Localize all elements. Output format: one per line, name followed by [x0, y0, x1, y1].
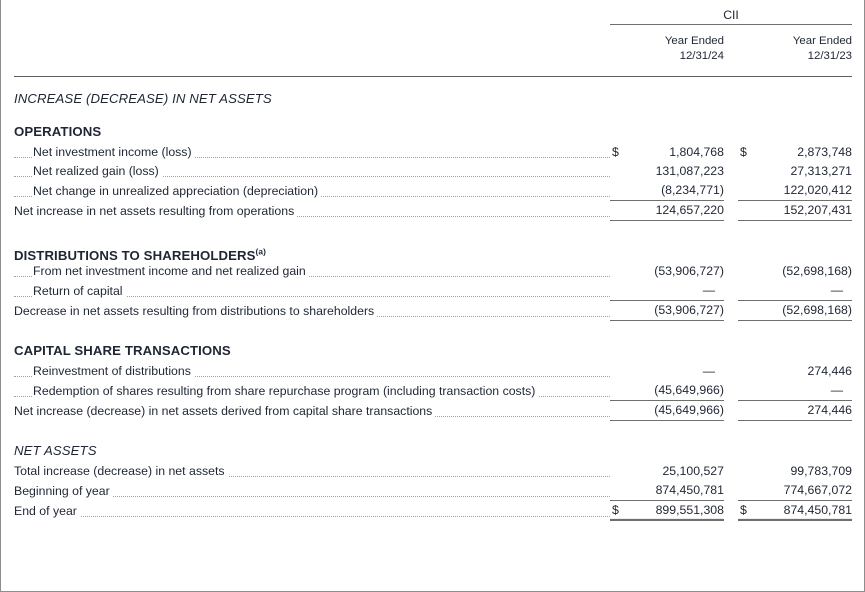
- row-label: Reinvestment of distributions: [33, 362, 194, 381]
- header-empty-cell: [14, 0, 610, 25]
- statement-title-cell: [14, 88, 852, 110]
- section-heading-row-operations: [14, 121, 852, 143]
- total-value-year1: [610, 401, 724, 421]
- row-value: —: [830, 383, 843, 398]
- header-empty-cell-2: [14, 25, 610, 68]
- row-label-cell: [14, 181, 610, 201]
- row-value-year1: [610, 162, 724, 181]
- statement-title-row: [14, 88, 852, 110]
- total-value: (45,649,966): [654, 403, 724, 418]
- row-label: Net realized gain (loss): [33, 162, 162, 181]
- section-heading-net-assets-cell: [14, 440, 852, 462]
- header-gap-cell: [724, 25, 738, 68]
- row-label-cell: [14, 462, 610, 481]
- row-value-year1: [610, 462, 724, 481]
- total-value: 152,207,431: [783, 203, 852, 218]
- total-value-year1: [610, 301, 724, 321]
- section-heading-row-distributions: [14, 240, 852, 262]
- section-heading-row-net-assets: [14, 440, 852, 462]
- total-label: Decrease in net assets resulting from distributions to shareholders: [14, 302, 377, 321]
- row-value-year1: [610, 262, 724, 281]
- row-label: Total increase (decrease) in net assets: [14, 462, 228, 481]
- column-header-year-1-line2: 12/31/24: [679, 49, 724, 62]
- column-header-year-2: [738, 25, 852, 68]
- row-label-cell: [14, 362, 610, 381]
- section-heading-capital-share: CAPITAL SHARE TRANSACTIONS: [14, 343, 234, 358]
- row-label: Return of capital: [33, 282, 126, 301]
- total-value: (53,906,727): [654, 303, 724, 318]
- row-label-cell: [14, 143, 610, 162]
- total-value-year2: [738, 301, 852, 321]
- row-value: 27,313,271: [790, 164, 852, 179]
- column-gap: [724, 162, 738, 181]
- column-gap: [724, 281, 738, 301]
- section-heading-net-assets: NET ASSETS: [14, 443, 100, 458]
- row-value-year2: [738, 143, 852, 162]
- total-label-cell: [14, 301, 610, 321]
- row-value: 122,020,412: [783, 183, 852, 198]
- fund-name-header: CII: [610, 0, 852, 25]
- row-value-year1: [610, 281, 724, 301]
- row-value-year1: [610, 362, 724, 381]
- row-label: Net investment income (loss): [33, 143, 195, 162]
- table-row: [14, 362, 852, 381]
- row-value: —: [830, 283, 843, 298]
- total-value: 899,551,308: [655, 503, 724, 518]
- table-header-fund-row: [14, 0, 852, 25]
- section-total-row-operations: [14, 201, 852, 221]
- section-heading-distributions-cell: [14, 240, 852, 262]
- row-value-year2: [738, 381, 852, 401]
- currency-symbol: $: [611, 503, 619, 518]
- column-gap: [724, 481, 738, 501]
- row-value-year1: [610, 481, 724, 501]
- column-gap: [724, 362, 738, 381]
- row-value-year2: [738, 362, 852, 381]
- column-gap: [724, 262, 738, 281]
- column-gap: [724, 401, 738, 421]
- column-header-year-2-line2: 12/31/23: [807, 49, 852, 62]
- table-row: [14, 181, 852, 201]
- total-label: End of year: [14, 502, 80, 521]
- currency-symbol: $: [739, 145, 747, 160]
- row-value: (53,906,727): [654, 264, 724, 279]
- row-value-year1: [610, 381, 724, 401]
- section-total-row-capital-share: [14, 401, 852, 421]
- row-label: Beginning of year: [14, 482, 113, 501]
- column-header-year-2-line1: Year Ended: [792, 35, 852, 47]
- column-gap: [724, 143, 738, 162]
- table-row: [14, 143, 852, 162]
- currency-symbol: $: [739, 503, 747, 518]
- table-row: [14, 162, 852, 181]
- statement-sheet: [14, 0, 852, 521]
- total-value: 124,657,220: [655, 203, 724, 218]
- total-value: 874,450,781: [783, 503, 852, 518]
- column-header-year-1: [610, 25, 724, 68]
- row-value: 25,100,527: [662, 464, 724, 479]
- page-title: INCREASE (DECREASE) IN NET ASSETS: [14, 91, 275, 106]
- header-divider-line: [14, 67, 852, 77]
- row-label-cell: [14, 162, 610, 181]
- row-value: 874,450,781: [655, 483, 724, 498]
- spacer: [14, 221, 852, 241]
- total-label-cell: [14, 201, 610, 221]
- row-label: Net change in unrealized appreciation (depreciation): [33, 182, 321, 201]
- section-heading-operations-cell: [14, 121, 852, 143]
- spacer: [14, 321, 852, 341]
- total-label: Net increase (decrease) in net assets derived from capital share transactions: [14, 402, 435, 421]
- row-value: 774,667,072: [783, 483, 852, 498]
- total-value-year2: [738, 501, 852, 521]
- total-value-year2: [738, 201, 852, 221]
- row-label-cell: [14, 481, 610, 501]
- header-divider-rule: [14, 67, 852, 77]
- row-label-cell: [14, 381, 610, 401]
- row-value: —: [702, 364, 715, 379]
- row-value-year2: [738, 462, 852, 481]
- row-value: 274,446: [807, 364, 852, 379]
- section-total-row-net-assets: [14, 501, 852, 521]
- row-value-year1: [610, 143, 724, 162]
- row-value: 1,804,768: [669, 145, 724, 160]
- row-value: (8,234,771): [661, 183, 724, 198]
- row-label: Redemption of shares resulting from share repurchase program (including transaction costs): [33, 382, 538, 401]
- row-value-year2: [738, 181, 852, 201]
- table-header-dates-row: [14, 25, 852, 68]
- section-total-row-distributions: [14, 301, 852, 321]
- section-heading-operations: OPERATIONS: [14, 124, 104, 139]
- total-label-cell: [14, 401, 610, 421]
- table-row: [14, 262, 852, 281]
- row-value: (45,649,966): [654, 383, 724, 398]
- row-label-cell: [14, 262, 610, 281]
- section-heading-distributions: DISTRIBUTIONS TO SHAREHOLDERS: [14, 247, 256, 263]
- total-value: (52,698,168): [782, 303, 852, 318]
- row-value: 99,783,709: [790, 464, 852, 479]
- footnote-marker: (a): [255, 246, 267, 257]
- column-gap: [724, 301, 738, 321]
- spacer: [14, 421, 852, 441]
- table-row: [14, 481, 852, 501]
- section-heading-capital-share-cell: [14, 340, 852, 362]
- total-label: Net increase in net assets resulting from operations: [14, 202, 297, 221]
- total-value-year2: [738, 401, 852, 421]
- currency-symbol: $: [611, 145, 619, 160]
- total-label-cell: [14, 501, 610, 521]
- total-value: 274,446: [807, 403, 852, 418]
- column-gap: [724, 381, 738, 401]
- table-row: [14, 381, 852, 401]
- row-label: From net investment income and net realized gain: [33, 262, 309, 281]
- table-row: [14, 281, 852, 301]
- row-label-cell: [14, 281, 610, 301]
- table-row: [14, 462, 852, 481]
- spacer: [14, 77, 852, 89]
- section-heading-row-capital-share: [14, 340, 852, 362]
- column-gap: [724, 181, 738, 201]
- spacer: [14, 110, 852, 121]
- row-value-year2: [738, 162, 852, 181]
- row-value-year2: [738, 481, 852, 501]
- row-value: (52,698,168): [782, 264, 852, 279]
- column-gap: [724, 501, 738, 521]
- row-value-year1: [610, 181, 724, 201]
- changes-in-net-assets-table: [14, 0, 852, 521]
- row-value-year2: [738, 281, 852, 301]
- row-value: 131,087,223: [655, 164, 724, 179]
- row-value-year2: [738, 262, 852, 281]
- row-value: —: [702, 283, 715, 298]
- row-value: 2,873,748: [797, 145, 852, 160]
- column-gap: [724, 462, 738, 481]
- total-value-year1: [610, 201, 724, 221]
- column-header-year-1-line1: Year Ended: [664, 35, 724, 47]
- column-gap: [724, 201, 738, 221]
- total-value-year1: [610, 501, 724, 521]
